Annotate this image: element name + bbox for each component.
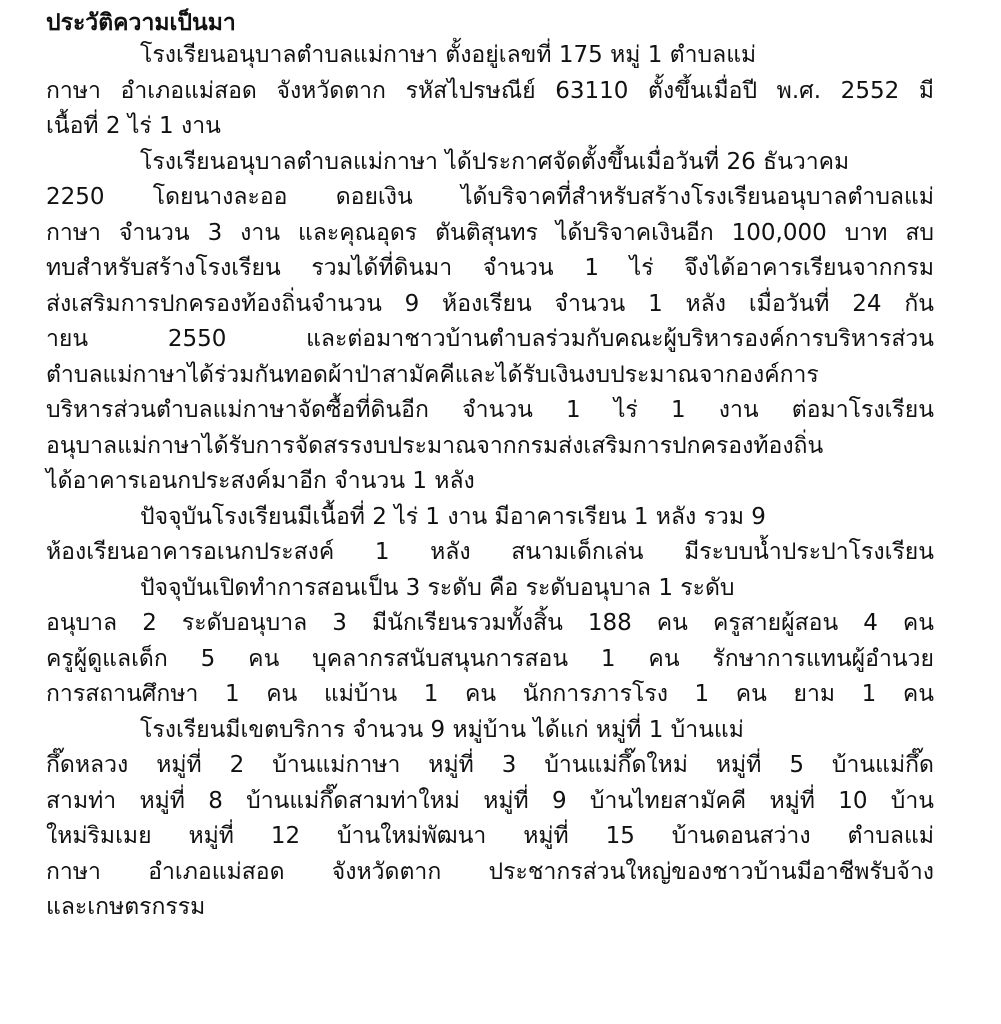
paragraph-line: ายน 2550 และต่อมาชาวบ้านตำบลร่วมกับคณะผู้บริหารองค์การบริหารส่วน	[46, 326, 934, 352]
paragraph-line: ทบสำหรับสร้างโรงเรียน รวมได้ที่ดินมา จำนวน 1 ไร่ จึงได้อาคารเรียนจากกรม	[46, 255, 934, 281]
paragraph-history-founding	[46, 145, 934, 500]
paragraph-line: เนื้อที่ 2 ไร่ 1 งาน	[46, 113, 221, 139]
paragraph-line: การสถานศึกษา 1 คน แม่บ้าน 1 คน นักการภารโรง 1 คน ยาม 1 คน	[46, 681, 934, 707]
paragraph-line: และเกษตรกรรม	[46, 894, 206, 920]
document-body	[46, 38, 934, 926]
paragraph-line: โรงเรียนอนุบาลตำบลแม่กาษา ได้ประกาศจัดตั้งขึ้นเมื่อวันที่ 26 ธันวาคม	[140, 148, 850, 175]
paragraph-current-facilities	[46, 500, 934, 571]
paragraph-line: ใหม่ริมเมย หมู่ที่ 12 บ้านใหม่พัฒนา หมู่ที่ 15 บ้านดอนสว่าง ตำบลแม่	[46, 823, 934, 849]
paragraph-line: กาษา อำเภอแม่สอด จังหวัดตาก ประชากรส่วนใหญ่ของชาวบ้านมีอาชีพรับจ้าง	[46, 858, 934, 885]
paragraph-line: 2250 โดยนางละออ ดอยเงิน ได้บริจาคที่สำหรับสร้างโรงเรียนอนุบาลตำบลแม่	[46, 184, 934, 210]
paragraph-line: กาษา อำเภอแม่สอด จังหวัดตาก รหัสไปรษณีย์ 63110 ตั้งขึ้นเมื่อปี พ.ศ. 2552 มี	[46, 77, 934, 104]
paragraph-line: ตำบลแม่กาษาได้ร่วมกันทอดผ้าป่าสามัคคีและได้รับเงินงบประมาณจากองค์การ	[46, 361, 819, 388]
paragraph-line: โรงเรียนอนุบาลตำบลแม่กาษา ตั้งอยู่เลขที่ 175 หมู่ 1 ตำบลแม่	[140, 42, 757, 68]
paragraph-line: ครูผู้ดูแลเด็ก 5 คน บุคลากรสนับสนุนการสอน 1 คน รักษาการแทนผู้อำนวย	[46, 645, 934, 672]
paragraph-line: สามท่า หมู่ที่ 8 บ้านแม่กึ๊ดสามท่าใหม่ หมู่ที่ 9 บ้านไทยสามัคคี หมู่ที่ 10 บ้าน	[46, 787, 934, 814]
paragraph-line: อนุบาล 2 ระดับอนุบาล 3 มีนักเรียนรวมทั้งสิ้น 188 คน ครูสายผู้สอน 4 คน	[46, 610, 934, 636]
paragraph-line: ห้องเรียนอาคารอเนกประสงค์ 1 หลัง สนามเด็กเล่น มีระบบน้ำประปาโรงเรียน	[46, 539, 934, 565]
paragraph-line: โรงเรียนมีเขตบริการ จำนวน 9 หมู่บ้าน ได้แก่ หมู่ที่ 1 บ้านแม่	[140, 716, 744, 743]
document-heading: ประวัติความเป็นมา	[46, 10, 236, 36]
paragraph-line: ได้อาคารเอนกประสงค์มาอีก จำนวน 1 หลัง	[46, 468, 475, 494]
paragraph-line: ปัจจุบันโรงเรียนมีเนื้อที่ 2 ไร่ 1 งาน มีอาคารเรียน 1 หลัง รวม 9	[140, 503, 766, 530]
paragraph-line: บริหารส่วนตำบลแม่กาษาจัดซื้อที่ดินอีก จำนวน 1 ไร่ 1 งาน ต่อมาโรงเรียน	[46, 397, 934, 423]
paragraph-history-location	[46, 38, 934, 145]
paragraph-line: กึ๊ดหลวง หมู่ที่ 2 บ้านแม่กาษา หมู่ที่ 3 บ้านแม่กึ๊ดใหม่ หมู่ที่ 5 บ้านแม่กึ๊ด	[46, 752, 934, 778]
paragraph-current-staff	[46, 571, 934, 713]
paragraph-line: อนุบาลแม่กาษาได้รับการจัดสรรงบประมาณจากกรมส่งเสริมการปกครองท้องถิ่น	[46, 432, 824, 459]
paragraph-line: ส่งเสริมการปกครองท้องถิ่นจำนวน 9 ห้องเรียน จำนวน 1 หลัง เมื่อวันที่ 24 กัน	[46, 290, 934, 317]
paragraph-line: ปัจจุบันเปิดทำการสอนเป็น 3 ระดับ คือ ระดับอนุบาล 1 ระดับ	[140, 574, 735, 601]
paragraph-line: กาษา จำนวน 3 งาน และคุณอุดร ตันติสุนทร ได้บริจาคเงินอีก 100,000 บาท สบ	[46, 219, 934, 246]
paragraph-service-area	[46, 713, 934, 926]
document-page	[46, 8, 934, 926]
